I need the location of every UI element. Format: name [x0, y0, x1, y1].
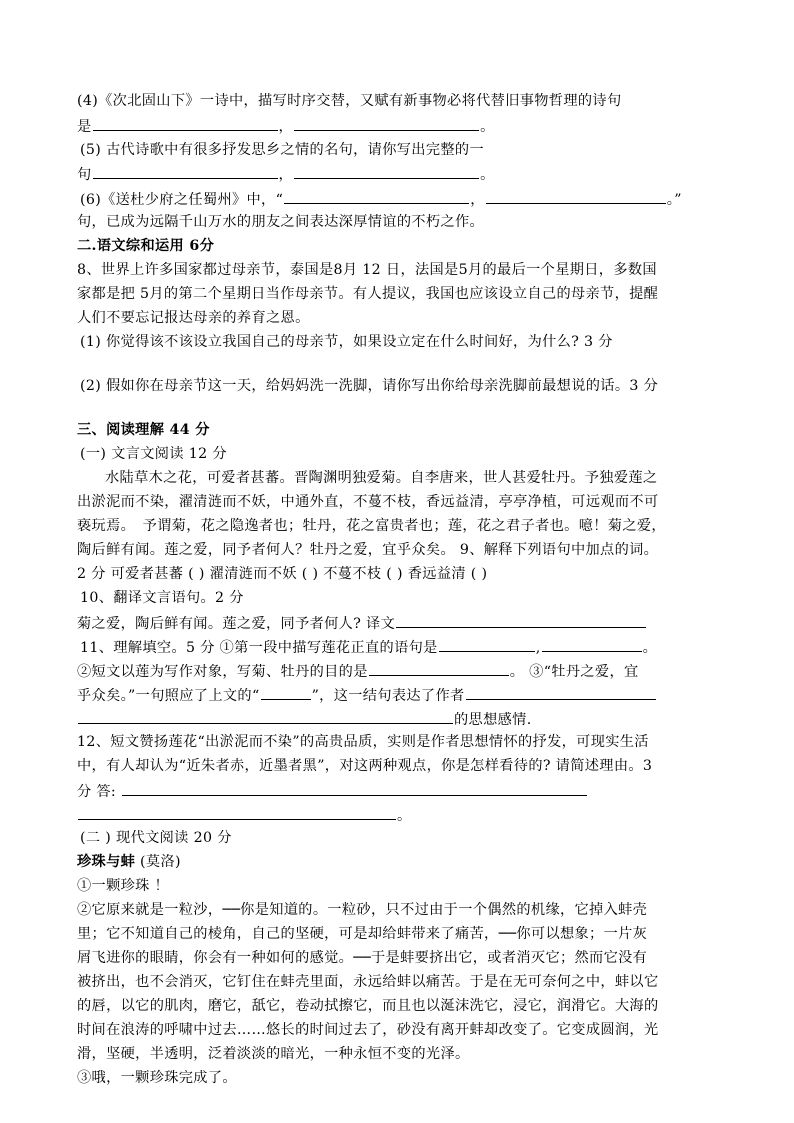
answer-blank[interactable] [396, 612, 646, 628]
answer-blank[interactable] [542, 636, 642, 652]
question-12-answer-line: 分 答: [77, 780, 588, 802]
article-paragraph-1: ①一颗珍珠 ！ [77, 878, 170, 894]
answer-blank[interactable] [294, 163, 479, 179]
classical-passage: 出淤泥而不染，濯清涟而不妖，中通外直，不蔓不枝，香远益清，亭亭净植，可远观而不可 [77, 494, 659, 510]
answer-blank[interactable] [93, 115, 278, 131]
question-11-part-3: 乎众矣。”一句照应了上文的“ ”，这一结句表达了作者 [77, 684, 657, 706]
article-paragraph-2: 里；它不知道自己的棱角，自己的坚硬，可是却给蚌带来了痛苦，──你可以想象；一片灰 [77, 926, 648, 942]
question-10-prompt: 10、翻译文言语句。2 分 [80, 590, 244, 606]
question-11-part-3-tail: 的思想感情. [77, 708, 532, 730]
article-paragraph-2: 屑飞进你的眼睛，你会有一种如何的感觉。──于是蚌要挤出它，或者消灭它；然而它没有 [77, 950, 648, 966]
question-10-answer-line: 菊之爱，陶后鲜有闻。莲之爱，同予者何人? 译文 [77, 612, 647, 634]
question-4-answer-line: 是 ， 。 [77, 115, 495, 137]
classical-passage: 陶后鲜有闻。莲之爱，同予者何人？牡丹之爱，宜乎众矣。 9、解释下列语句中加点的词。 [77, 542, 659, 558]
section-2-heading: 二.语文综和运用 6分 [77, 238, 215, 254]
question-6-tail: 句，已成为远隔千山万水的朋友之间表达深厚情谊的不朽之作。 [77, 214, 485, 230]
question-12-prompt: 12、短文赞扬莲花“出淤泥而不染”的高贵品质，实则是作者思想情怀的抒发，可现实生活 [77, 734, 649, 750]
classical-passage: 水陆草木之花，可爱者甚蕃。晋陶渊明独爱菊。自李唐来，世人甚爱牡丹。予独爱莲之 [105, 470, 658, 486]
question-8-text: 8、世界上许多国家都过母亲节，泰国是8月 12 日，法国是5月的最后一个星期日，多数国 [77, 262, 657, 278]
answer-blank[interactable] [261, 684, 311, 700]
question-8-sub-2: (2) 假如你在母亲节这一天，给妈妈洗一洗脚，请你写出你给母亲洗脚前最想说的话。3 分 [80, 378, 659, 394]
answer-blank[interactable] [466, 684, 656, 700]
answer-blank[interactable] [294, 115, 479, 131]
question-12-answer-line: 。 [77, 804, 412, 826]
answer-blank[interactable] [93, 163, 278, 179]
article-paragraph-2: 滑，坚硬，半透明，泛着淡淡的暗光，一种永恒不变的光泽。 [77, 1046, 470, 1062]
question-9-items: 2 分 可爱者甚蕃 ( ) 濯清涟而不妖 ( ) 不蔓不枝 ( ) 香远益清 ( ) [77, 566, 488, 582]
question-8-text: 家都是把 5月的第二个星期日当作母亲节。有人提议，我国也应该设立自己的母亲节，提醒 [77, 286, 659, 302]
question-8-text: 人们不要忘记报达母亲的养育之恩。 [77, 310, 310, 326]
modern-reading-heading: (二 ) 现代文阅读 20 分 [80, 830, 232, 846]
answer-blank[interactable] [78, 804, 396, 820]
article-paragraph-3: ③哦，一颗珍珠完成了。 [77, 1070, 237, 1086]
classical-passage: 亵玩焉。 予谓菊，花之隐逸者也；牡丹，花之富贵者也；莲，花之君子者也。噫！菊之爱， [77, 518, 666, 534]
answer-blank[interactable] [78, 708, 453, 724]
question-8-sub-1: (1) 你觉得该不该设立我国自己的母亲节，如果设立定在什么时间好，为什么? 3 分 [80, 334, 613, 350]
question-11-prompt: 11、理解填空。5 分 ①第一段中描写莲花正直的语句是 , 。 [80, 636, 657, 658]
question-11-part-2: ②短文以莲为写作对象，写菊、牡丹的目的是 。 ③“牡丹之爱，宜 [77, 660, 639, 682]
section-3-heading: 三、阅读理解 44 分 [77, 422, 210, 438]
question-4-prompt: (4)《次北固山下》一诗中，描写时序交替，又赋有新事物必将代替旧事物哲理的诗句 [77, 93, 622, 109]
question-6-prompt: (6)《送杜少府之任蜀州》中，“ ， 。” [80, 188, 682, 210]
article-paragraph-2: 被挤出，也不会消灭，它钉住在蚌壳里面，永远给蚌以痛苦。于是在无可奈何之中，蚌以它 [77, 974, 659, 990]
answer-blank[interactable] [486, 188, 666, 204]
article-paragraph-2: 的唇，以它的肌肉，磨它，舐它，卷动拭擦它，而且也以涎沫洗它，浸它，润滑它。大海的 [77, 998, 659, 1014]
question-5-answer-line: 句 ， 。 [77, 163, 495, 185]
question-12-prompt: 中，有人却认为“近朱者赤，近墨者黑”，对这两种观点，你是怎样看待的? 请简述理由。3 [77, 758, 653, 774]
answer-blank[interactable] [284, 188, 469, 204]
article-paragraph-2: ②它原来就是一粒沙，──你是知道的。一粒砂，只不过由于一个偶然的机缘，它掉入蚌壳 [77, 902, 648, 918]
answer-blank[interactable] [369, 660, 509, 676]
answer-blank[interactable] [439, 636, 535, 652]
classical-reading-heading: (一) 文言文阅读 12 分 [80, 446, 227, 462]
question-5-prompt: (5) 古代诗歌中有很多抒发思乡之情的名句，请你写出完整的一 [80, 142, 484, 158]
article-paragraph-2: 时间在浪涛的呼啸中过去……悠长的时间过去了，砂没有离开蚌却改变了。它变成圆润，光 [77, 1022, 659, 1038]
answer-blank[interactable] [122, 780, 587, 796]
article-title: 珍珠与蚌 (莫洛) [77, 854, 181, 870]
